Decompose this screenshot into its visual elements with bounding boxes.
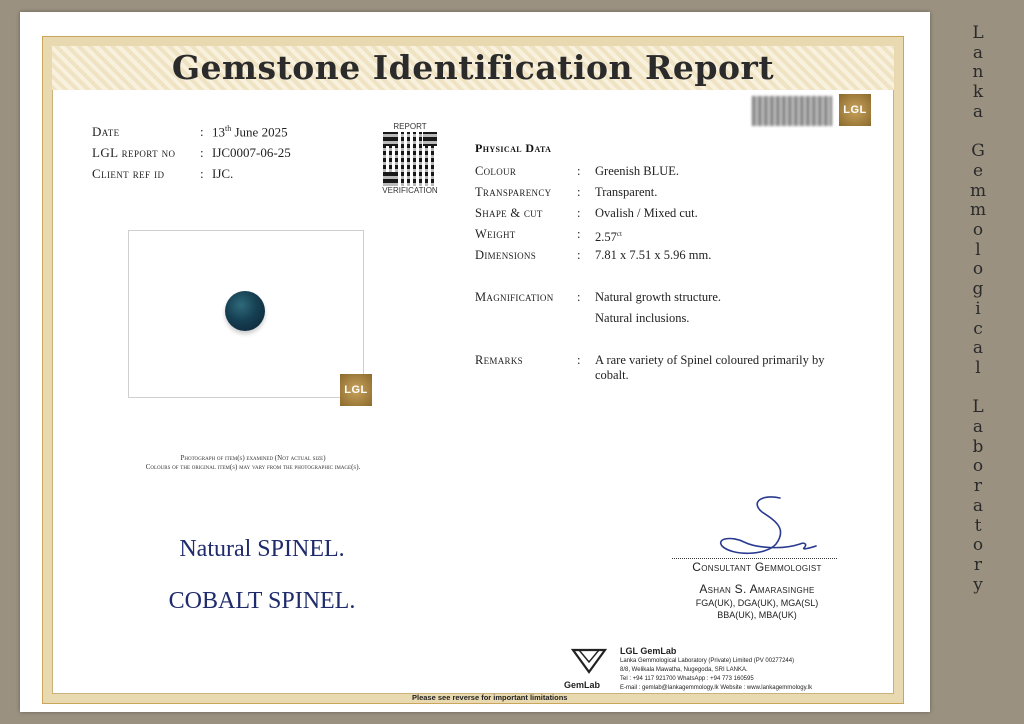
side-title-letter: g [972, 279, 984, 300]
dimensions-value: 7.81 x 7.51 x 5.96 mm. [595, 248, 712, 262]
dimensions-label: Dimensions [475, 248, 537, 262]
certificate-border: Gemstone Identification Report Date : 13th June 2025 LGL report no : IJC0007-06-25 Client ref id : IJC. REPORT VERIFICATION LGL Photograph of item(s) examined (Not actual size) Colours of the original item(s) may vary from the photographic image(s). Natural SPINEL. COBALT SPINEL. LGL Physical Data Colour : Greenish BLUE. Transparency : Transparent. Shape & cut : Ovalish / Mixed cut. Weight : $2.57^{ct}$ Dimensions : 7.81 x 7.51 x 5.96 mm. Magnification : Natural growth structure. Natural inclusions. Remarks : A rare variety of Spinel coloured primarily by cobalt. Consultant Gemmologist Ashan S. Amarasinghe FGA(UK), DGA(UK), MGA(SL) BBA(UK), MBA(UK) Please see reverse for important limitations GemLab LGL GemLab Lanka Gemmological Laboratory (Private) Limited (PV 00277244) 8/8, Welikala Mawatha, Nugegoda, SRI LANKA. Tel : +94 117 921700 WhatsApp : +94 773 160595 E-mail : gemlab@lankagemmology.lk Website : www.lankagemmology.lk [42, 36, 904, 704]
report-no-label: LGL report no [92, 145, 176, 160]
side-title-letter: o [972, 456, 984, 477]
date-value: 13th June 2025 [212, 124, 288, 140]
lab-line-4: E-mail : gemlab@lankagemmology.lk Website : www.lankagemmology.lk [620, 685, 813, 691]
side-title-letter: a [972, 42, 984, 63]
side-title-letter: L [972, 23, 984, 43]
report-no-value: IJC0007-06-25 [212, 145, 291, 160]
side-title-letter: e [972, 160, 984, 181]
side-title-gap [966, 123, 990, 143]
limitations-note: Please see reverse for important limitations [412, 693, 568, 702]
side-title-letter: l [975, 357, 981, 378]
colour-value: Greenish BLUE. [595, 164, 680, 178]
side-title-letter: b [972, 436, 984, 457]
report-title: Gemstone Identification Report [171, 48, 775, 87]
side-title-letter: a [972, 101, 984, 122]
lab-name: LGL GemLab [620, 646, 677, 656]
magnification-value-2: Natural inclusions. [595, 311, 690, 325]
side-title-letter: a [972, 495, 984, 516]
side-title-letter: o [972, 259, 984, 280]
barcode-icon [752, 96, 832, 126]
side-title-letter: k [972, 82, 984, 103]
side-title-letter: l [975, 239, 981, 260]
magnification-value-1: Natural growth structure. [595, 290, 722, 304]
side-title-letter: o [972, 535, 984, 556]
side-title-letter: r [973, 554, 983, 575]
magnification-label: Magnification [475, 290, 554, 304]
qr-top-label: REPORT [393, 122, 427, 131]
colour-label: Colour [475, 164, 517, 178]
remarks-value: A rare variety of Spinel coloured primarily by cobalt. [595, 353, 825, 382]
side-title-letter: t [974, 515, 982, 536]
lgl-seal-top-icon: LGL [839, 94, 871, 126]
physical-data-heading: Physical Data [475, 141, 552, 155]
side-title-letter: a [972, 338, 984, 359]
qr-bottom-label: VERIFICATION [382, 186, 438, 195]
lab-line-1: Lanka Gemmological Laboratory (Private) Limited (PV 00277244) [620, 658, 795, 664]
client-ref-label: Client ref id [92, 166, 165, 181]
lgl-seal-icon: LGL [340, 374, 372, 406]
gemlab-logo-text: GemLab [564, 680, 601, 690]
date-label: Date [92, 124, 120, 139]
side-title-letter: m [969, 200, 987, 221]
identification-line-1: Natural SPINEL. [179, 536, 345, 562]
qr-code-icon[interactable] [383, 132, 437, 186]
side-title-letter: L [972, 397, 984, 418]
side-title-letter: a [972, 417, 984, 438]
side-title-letter: y [973, 574, 983, 595]
side-title-letter: G [971, 141, 985, 162]
side-title-gap [966, 379, 990, 399]
shape-cut-label: Shape & cut [475, 206, 543, 220]
side-title-letter: m [969, 180, 987, 201]
identification-line-2: COBALT SPINEL. [168, 588, 356, 614]
weight-label: Weight [475, 227, 516, 241]
lab-line-3: Tel : +94 117 921700 WhatsApp : +94 773 160595 [620, 676, 754, 682]
side-title-letter: c [973, 318, 983, 339]
gemmologist-name: Ashan S. Amarasinghe [699, 582, 815, 596]
client-ref-value: IJC. [212, 166, 234, 181]
signature-line [672, 558, 837, 559]
shape-cut-value: Ovalish / Mixed cut. [595, 206, 698, 220]
gemstone-image [225, 291, 265, 331]
side-title-letter: n [972, 62, 984, 83]
side-title-letter: o [972, 220, 984, 241]
lab-line-2: 8/8, Welikala Mawatha, Nugegoda, SRI LANKA. [620, 667, 748, 673]
report-sheet [20, 12, 930, 712]
photo-caption-2: Colours of the original item(s) may vary from the photographic image(s). [145, 463, 361, 471]
side-title-letter: r [973, 476, 983, 497]
gemmologist-quals-1: FGA(UK), DGA(UK), MGA(SL) [695, 598, 819, 608]
transparency-value: Transparent. [595, 185, 658, 199]
gem-photo [128, 230, 364, 398]
weight-value: $2.57^{ct}$ [595, 230, 622, 245]
side-title-letter: i [975, 298, 981, 319]
side-lab-title [966, 24, 990, 595]
remarks-label: Remarks [475, 353, 523, 367]
gemmologist-quals-2: BBA(UK), MBA(UK) [717, 610, 797, 620]
photo-caption-1: Photograph of item(s) examined (Not actual size) [180, 454, 326, 462]
transparency-label: Transparency [475, 185, 552, 199]
gemmologist-title: Consultant Gemmologist [692, 560, 822, 574]
signature-image [692, 492, 842, 562]
